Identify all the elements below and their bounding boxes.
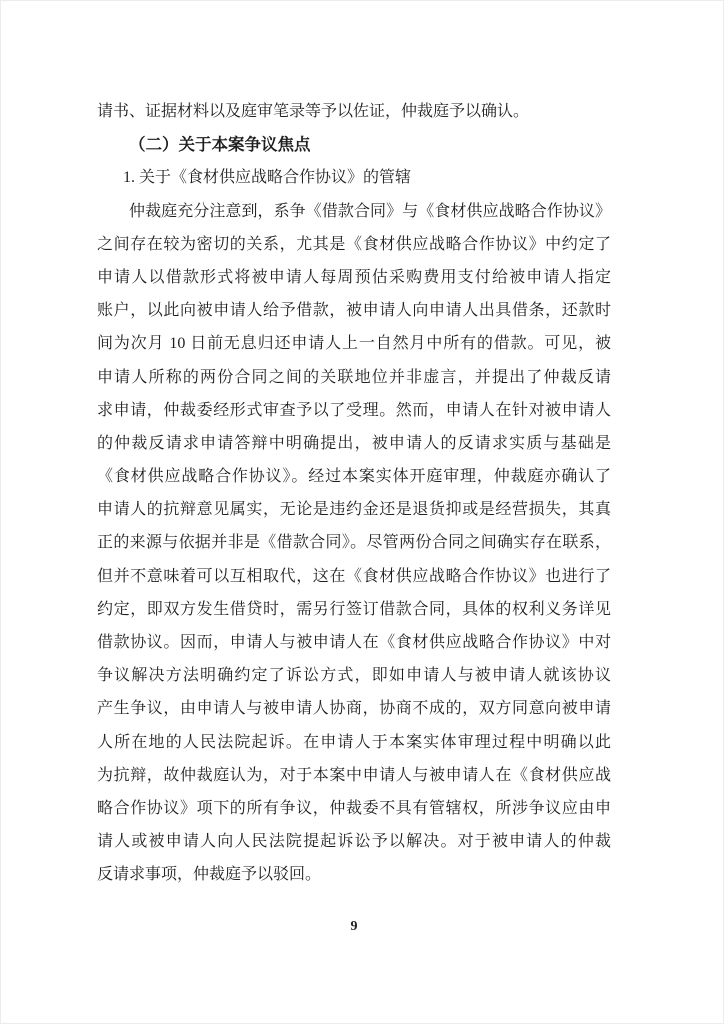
body-text-line: 约定，即双方发生借贷时，需另行签订借款合同，具体的权利义务详见 <box>97 600 611 618</box>
body-text-line: 为抗辩，故仲裁庭认为，对于本案中申请人与被申请人在《食材供应战 <box>97 766 611 784</box>
body-text-line: 借款协议。因而，申请人与被申请人在《食材供应战略合作协议》中对 <box>97 634 611 651</box>
body-text-line: 申请人所称的两份合同之间的关联地位并非虚言，并提出了仲裁反请 <box>97 368 611 386</box>
body-text-line: 争议解决方法明确约定了诉讼方式，即如申请人与被申请人就该协议 <box>97 667 611 685</box>
paragraph-continuation-line: 请书、证据材料以及庭审笔录等予以佐证，仲裁庭予以确认。 <box>97 103 530 120</box>
body-text-line: 人所在地的人民法院起诉。在申请人于本案实体审理过程中明确以此 <box>97 733 611 751</box>
body-text-line: 申请人以借款形式将被申请人每周预估采购费用支付给被申请人指定 <box>97 268 611 286</box>
body-text-line: 仲裁庭充分注意到，系争《借款合同》与《食材供应战略合作协议》 <box>129 202 611 220</box>
body-text-line: 正的来源与依据并非是《借款合同》。尽管两份合同之间确实存在联系， <box>97 534 611 552</box>
body-text-line: 申请人的抗辩意见属实，无论是违约金还是退货抑或是经营损失，其真 <box>97 501 611 519</box>
document-text-block <box>97 95 611 892</box>
body-text-line: 间为次月 10 日前无息归还申请人上一自然月中所有的借款。可见，被 <box>97 335 611 353</box>
body-text-line: 但并不意味着可以互相取代，这在《食材供应战略合作协议》也进行了 <box>97 567 611 585</box>
body-text-line: 的仲裁反请求申请答辩中明确提出，被申请人的反请求实质与基础是 <box>97 434 611 452</box>
body-text-line: 账户，以此向被申请人给予借款，被申请人向申请人出具借条，还款时 <box>97 302 611 320</box>
subsection-heading: 1. 关于《食材供应战略合作协议》的管辖 <box>123 169 412 187</box>
body-text-line: 请人或被申请人向人民法院提起诉讼予以解决。对于被申请人的仲裁 <box>97 833 611 851</box>
body-text-line: 之间存在较为密切的关系，尤其是《食材供应战略合作协议》中约定了 <box>97 235 611 253</box>
page-number: 9 <box>350 919 358 934</box>
body-text-line: 产生争议，由申请人与被申请人协商，协商不成的，双方同意向被申请 <box>97 700 611 718</box>
body-text-line: 反请求事项，仲裁庭予以驳回。 <box>97 866 322 884</box>
body-text-line: 略合作协议》项下的所有争议，仲裁委不具有管辖权，所涉争议应由申 <box>97 799 611 817</box>
section-heading: （二）关于本案争议焦点 <box>129 135 311 155</box>
body-text-line: 《食材供应战略合作协议》。经过本案实体开庭审理，仲裁庭亦确认了 <box>97 468 611 486</box>
body-text-line: 求申请，仲裁委经形式审查予以了受理。然而，申请人在针对被申请人 <box>97 401 611 419</box>
